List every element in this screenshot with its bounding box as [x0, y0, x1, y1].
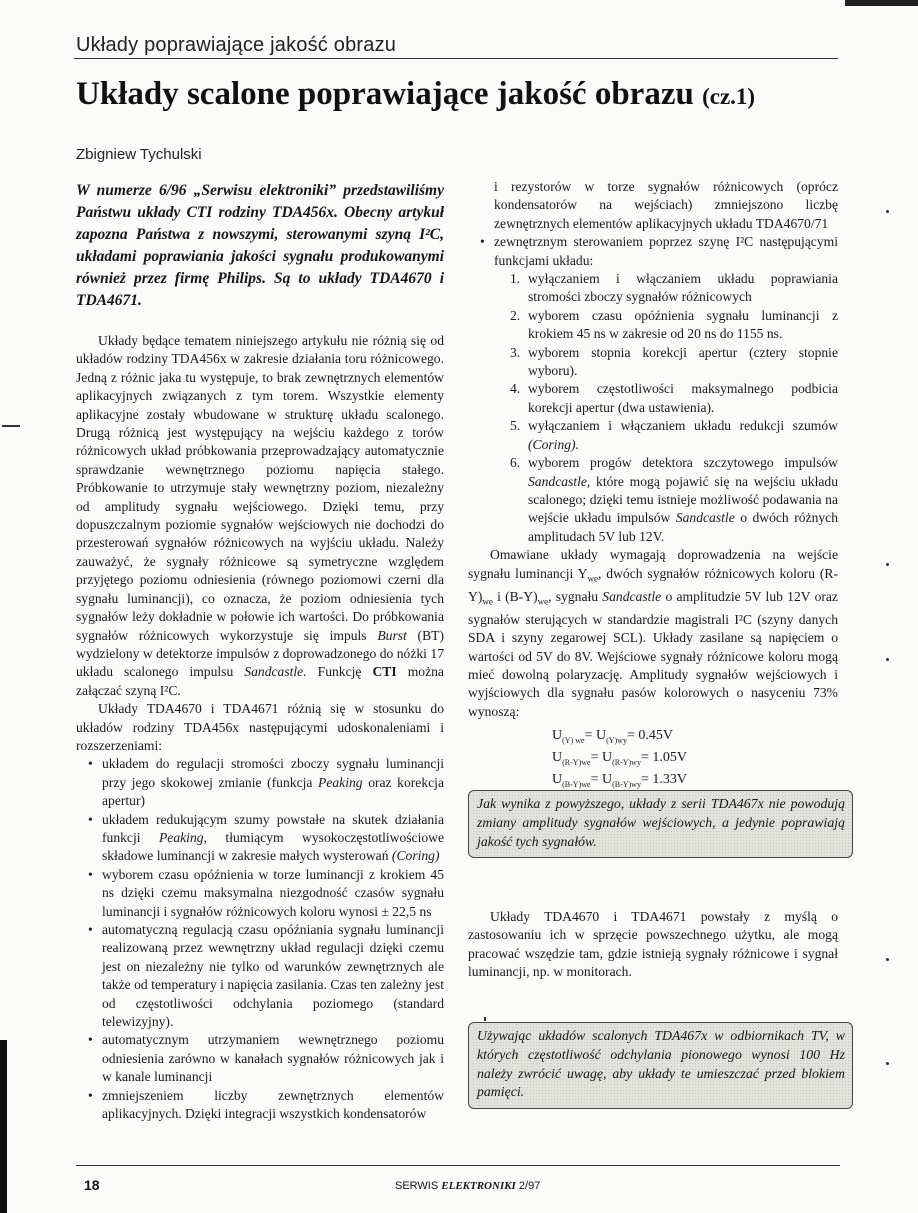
text-run: wyborem czasu opóźnienia sygnału luminancji z krokiem 45 ns w zakresie od 20 ns do 1155 ns.: [528, 307, 838, 342]
formula-symbol: U: [552, 750, 563, 766]
list-item: [88, 811, 444, 866]
list-item: [480, 233, 838, 270]
right-column-lower: [468, 908, 838, 982]
formula-symbol: U: [552, 728, 563, 744]
text-run: Układy będące tematem niniejszego artykułu nie różnią się od układów rodziny TDA456x w zakresie działania toru różnicowego. Jedną z różnic jaka tu występuje, to brak zewnętrznych elementów aplikacyjnych związanych z tym torem. Wszystkie elementy aplikacyjne zostały wbudowane w strukturę układu scalonego. Drugą różnicą jest występujący na wejściu każdego z torów różnicowych układ próbkowania przeprowadzający automatycznie sprawdzanie wewnętrznego poziomu napięcia stałego. Próbkowanie to utrzymuje stały wewnętrzny poziom, niezależny od amplitudy sygnału wejściowego. Dzięki temu, przy dopuszczalnym poziomie sygnałów wejściowych nie dochodzi do przesterowań sygnałów różnicowych na wyjściu układu. Należy zauważyć, że sygnały różnicowe są symetryczne względem przyjętego poziomu odniesienia (równego poziomowi czerni dla sygnału luminancji), co oznacza, że poziom odniesienia tych sygnałów leży dokładnie w połowie ich wartości. Do próbkowania sygnałów różnicowych wykorzystuje się impuls: [76, 333, 444, 643]
text-run: automatyczną regulacją czasu opóźniania sygnału luminancji realizowaną przez wewnętrzny układ regulacji dzięki czemu jest on niezależny nie tylko od warunków zewnętrznych ale także od temperatury i napięcia zasilania. Czas ten zależny jest od częstotliwości odchylania poziomego (standard telewizyjny).: [102, 922, 444, 1030]
text-run-italic: Peaking,: [159, 829, 207, 845]
text-run: automatycznym utrzymaniem wewnętrznego poziomu odniesienia zarówno w kanałach sygnałów różnicowych jak i w kanale luminancji: [102, 1032, 444, 1085]
item-number: 6.: [510, 455, 521, 471]
formula-equals: = U: [590, 750, 613, 766]
numbered-item: [510, 417, 838, 454]
item-number: 3.: [510, 344, 521, 360]
text-run: układem do regulacji stromości zboczy sygnału luminancji przy jego skokowej zmianie (funkcja: [102, 756, 444, 790]
text-run: oraz korekcja apertur): [102, 774, 444, 809]
subscript: we: [587, 573, 599, 584]
text-run: układem redukującym szumy powstałe na skutek działania funkcji: [102, 811, 444, 845]
text-run: wyborem stopnia korekcji apertur (cztery stopnie wyboru).: [528, 344, 838, 379]
text-run: wyborem częstotliwości maksymalnego podbicia korekcji apertur (dwa ustawienia).: [528, 381, 838, 415]
list-item: [88, 1031, 444, 1086]
formula-line: [552, 749, 838, 771]
text-run: zewnętrznym sterowaniem poprzez szynę I²C następującymi funkcjami układu:: [494, 234, 838, 268]
list-item: [88, 755, 444, 810]
callout-box: Jak wynika z powyższego, układy z serii TDA467x nie powodują zmiany amplitudy sygnałów wejściowych, a jedynie poprawiają jakość tych sygnałów.: [468, 790, 853, 858]
text-run: i (B-Y): [497, 588, 538, 604]
formula-value: = 1.33V: [640, 771, 687, 787]
bullet-icon: •: [88, 811, 93, 827]
numbered-item: [510, 344, 838, 381]
text-run-italic: Peaking: [318, 774, 363, 790]
list-item: [88, 1087, 444, 1124]
text-run-italic: Sandcastle,: [528, 473, 591, 489]
bullet-icon: •: [88, 1087, 93, 1103]
right-column: [468, 178, 838, 793]
formula-symbol: U: [552, 771, 563, 787]
body-paragraph: [76, 332, 444, 700]
journal-name: [395, 1180, 540, 1192]
numbered-item: [510, 307, 838, 344]
formula-equals: = U: [590, 771, 613, 787]
scan-speck: [886, 563, 889, 566]
scan-speck: [886, 210, 889, 213]
bullet-icon: •: [88, 922, 93, 937]
formula-equals: = U: [584, 728, 607, 744]
text-run: zmniejszeniem liczby zewnętrznych elementów aplikacyjnych. Dzięki integracji wszystkich kondensatorów: [102, 1087, 444, 1122]
body-paragraph: i rezystorów w torze sygnałów różnicowych (oprócz kondensatorów na wejściach) zmniejszono liczbę zewnętrznych elementów aplikacyjnych układu TDA4670/71: [494, 179, 838, 231]
scan-speck: [886, 958, 889, 961]
formula-subscript: (Y)wy: [606, 736, 627, 746]
formula-block: [552, 727, 838, 792]
text-run-italic: Burst: [377, 627, 407, 643]
text-run: wyłączaniem i włączaniem układu poprawiania stromości zboczy sygnałów różnicowych: [528, 271, 838, 305]
text-run: wyłączaniem i włączaniem układu redukcji szumów: [528, 418, 838, 434]
text-run: Omawiane układy wymagają doprowadzenia na wejście sygnału luminancji Y: [468, 547, 838, 581]
numbered-item: [510, 454, 838, 546]
formula-subscript: (R-Y)wy: [612, 757, 641, 767]
text-run: tłumiącym wysokoczęstotliwościowe składowe luminancji w zakresie małych wysterowań: [102, 829, 444, 864]
text-run-italic: Sandcastle.: [244, 664, 307, 680]
body-paragraph: Układy TDA4670 i TDA4671 powstały z myślą o zastosowaniu ich w sprzęcie powszechnego użytku, ale mogą pracować wszędzie tam, gdzie istnieją sygnały różnicowe i sygnał luminancji, np. w monitorach.: [468, 909, 838, 980]
text-run: o dwóch różnych amplitudach 5V lub 12V.: [528, 510, 838, 544]
text-run-italic: Sandcastle: [675, 510, 735, 526]
scan-speck: [886, 1062, 889, 1065]
running-header: Układy poprawiające jakość obrazu: [76, 34, 397, 56]
journal-issue: 2/97: [518, 1180, 541, 1192]
text-run: wyborem czasu opóźnienia w torze luminancji z krokiem 45 ns dzięki czemu maksymalna niezgodność czasów sygnału luminancji i sygnałów różnicowych koloru wynosi ± 22,5 ns: [102, 866, 444, 919]
author: Zbigniew Tychulski: [76, 146, 202, 163]
list-item: [88, 866, 444, 921]
body-paragraph: [468, 546, 838, 721]
subscript: we: [482, 596, 493, 607]
lead-paragraph: W numerze 6/96 „Serwisu elektroniki” przedstawiliśmy Państwu układy CTI rodziny TDA456x. Obecny artykuł zapozna Państwa z nowszymi, sterowanymi szyną I²C, układami poprawiania jakości sygnału produkowanymi również przez firmę Philips. Są to układy TDA4670 i TDA4671.: [76, 182, 444, 309]
callout-text: Używając układów scalonych TDA467x w odbiornikach TV, w których częstotliwość odchylania pionowego wynosi 100 Hz należy zwrócić uwagę, aby układy te umieszczać przed blokiem pamięci.: [477, 1028, 845, 1100]
numbered-list: [468, 270, 838, 546]
item-number: 2.: [510, 307, 521, 323]
page-number: 18: [84, 1177, 100, 1193]
item-number: 4.: [510, 381, 521, 397]
header-rule: [74, 58, 838, 59]
feature-list-continued: [468, 233, 838, 270]
title-main: Układy scalone poprawiające jakość obrazu: [76, 76, 694, 112]
formula-subscript: (B-Y)we: [562, 779, 591, 789]
text-run-bold: CTI: [372, 664, 397, 680]
text-run-italic: (Coring): [391, 848, 440, 864]
item-number: 1.: [510, 271, 521, 287]
formula-subscript: (B-Y)wy: [612, 779, 641, 789]
bullet-icon: •: [88, 866, 93, 882]
scan-speck: [484, 1017, 486, 1021]
numbered-item: [510, 270, 838, 307]
formula-subscript: (Y) we: [562, 736, 585, 746]
article-title: [76, 76, 755, 113]
body-paragraph: Układy TDA4670 i TDA4671 różnią się w stosunku do układów rodziny TDA456x następującymi udoskonaleniami i rozszerzeniami:: [76, 701, 444, 753]
text-run: wyborem progów detektora szczytowego impulsów: [528, 455, 838, 471]
left-column: [76, 332, 444, 1123]
text-run: które mogą pojawić się na wejściu układu scalonego; dzięki temu istnieje możliwość podawania na wejście układu impulsów: [528, 473, 838, 526]
feature-list: [76, 755, 444, 1123]
bullet-icon: •: [480, 234, 485, 250]
formula-value: = 0.45V: [626, 728, 673, 744]
text-run: można załączać szyną I²C.: [76, 664, 444, 698]
text-run: o amplitudzie 5V lub 12V oraz sygnałów sterujących w standardzie magistrali I²C (szyny danych SDA i szyny zegarowej SCL). Układy zasilane są napięciem o wartości od 5V do 8V. Wejściowe sygnały różnicowe koloru mogą mieć dowolną polaryzację. Amplitudy sygnałów wejściowych i wyjściowych dla sygnału pasów kolorowych o nasyceniu 73% wynoszą:: [468, 588, 838, 719]
scan-edge-mark: [0, 1040, 7, 1213]
footer-rule: [76, 1165, 840, 1166]
text-run: Funkcję: [317, 664, 362, 680]
bullet-icon: •: [88, 1032, 93, 1048]
formula-line: [552, 727, 838, 749]
title-part: (cz.1): [702, 84, 756, 109]
item-number: 5.: [510, 418, 521, 434]
text-run: (BT) wydzielony w detektorze impulsów z doprowadzonego do nóżki 17 układu scalonego impulsu: [76, 627, 444, 680]
callout-box: [468, 1022, 853, 1109]
text-run-italic: Sandcastle: [602, 588, 662, 604]
text-run: , sygnału: [548, 588, 599, 604]
text-run-italic: (Coring).: [528, 436, 579, 452]
numbered-item: [510, 380, 838, 417]
list-item: [88, 921, 444, 1031]
formula-subscript: (R-Y)we: [562, 757, 591, 767]
formula-value: = 1.05V: [640, 750, 687, 766]
scan-corner-mark: [845, 0, 918, 6]
bullet-icon: •: [88, 756, 93, 772]
scan-margin-tick: [2, 425, 20, 427]
subscript: we: [537, 596, 549, 607]
text-run: , dwóch sygnałów różnicowych koloru (R-Y): [468, 565, 838, 604]
journal-brand: ELEKTRONIKI: [441, 1180, 516, 1192]
journal-word: SERWIS: [395, 1180, 439, 1192]
scan-speck: [886, 658, 889, 661]
